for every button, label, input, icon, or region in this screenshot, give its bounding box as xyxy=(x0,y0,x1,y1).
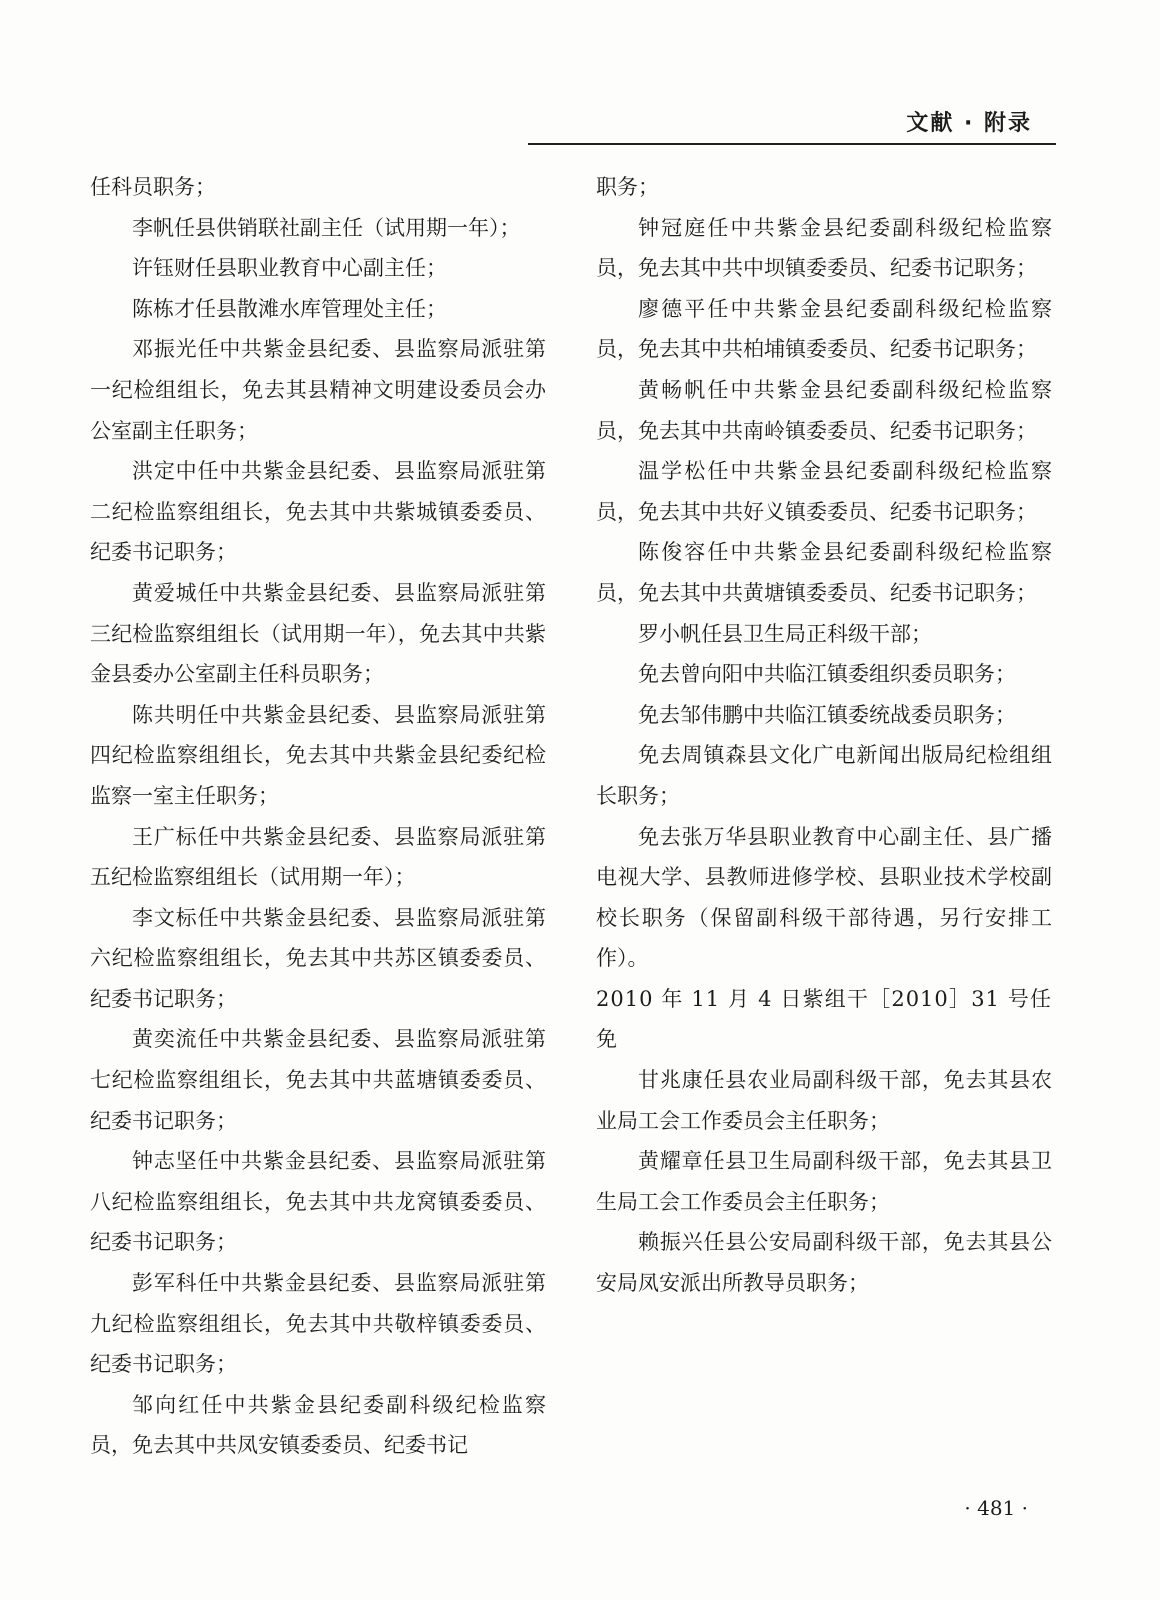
paragraph: 黄耀章任县卫生局副科级干部，免去其县卫生局工会工作委员会主任职务； xyxy=(596,1149,1052,1214)
paragraph: 陈共明任中共紫金县纪委、县监察局派驻第四纪检监察组组长，免去其中共紫金县纪委纪检监察一室主任职务； xyxy=(90,702,546,808)
paragraph: 罗小帆任县卫生局正科级干部； xyxy=(638,621,932,646)
left-text-column xyxy=(90,167,546,1466)
page-number: · 481 · xyxy=(964,1496,1028,1520)
paragraph: 黄畅帆任中共紫金县纪委副科级纪检监察员，免去其中共南岭镇委委员、纪委书记职务； xyxy=(596,377,1052,443)
paragraph: 免去周镇森县文化广电新闻出版局纪检组组长职务； xyxy=(596,743,1052,808)
paragraph: 邓振光任中共紫金县纪委、县监察局派驻第一纪检组组长，免去其县精神文明建设委员会办公室副主任职务； xyxy=(90,337,546,443)
paragraph: 温学松任中共紫金县纪委副科级纪检监察员，免去其中共好义镇委委员、纪委书记职务； xyxy=(596,459,1052,524)
paragraph: 钟冠庭任中共紫金县纪委副科级纪检监察员，免去其中共中坝镇委委员、纪委书记职务； xyxy=(596,215,1052,281)
paragraph: 陈俊容任中共紫金县纪委副科级纪检监察员，免去其中共黄塘镇委委员、纪委书记职务； xyxy=(596,540,1052,605)
paragraph: 钟志坚任中共紫金县纪委、县监察局派驻第八纪检监察组组长，免去其中共龙窝镇委委员、纪委书记职务； xyxy=(90,1149,546,1255)
paragraph: 陈栋才任县散滩水库管理处主任； xyxy=(132,296,447,321)
section-header-title: 文献 · 附录 xyxy=(906,111,1032,136)
paragraph: 黄爱城任中共紫金县纪委、县监察局派驻第三纪检监察组组长（试用期一年），免去其中共紫金县委办公室副主任科员职务； xyxy=(90,580,546,687)
paragraph: 免去曾向阳中共临江镇委组织委员职务； xyxy=(638,662,1016,687)
document-date-heading: 2010 年 11 月 4 日紫组干［2010］31 号任免 xyxy=(596,986,1052,1052)
paragraph: 职务； xyxy=(596,175,659,199)
right-text-column xyxy=(596,167,1052,1304)
paragraph: 王广标任中共紫金县纪委、县监察局派驻第五纪检监察组组长（试用期一年）； xyxy=(90,824,546,890)
paragraph: 洪定中任中共紫金县纪委、县监察局派驻第二纪检监察组组长，免去其中共紫城镇委委员、纪委书记职务； xyxy=(90,459,546,565)
paragraph: 邹向红任中共紫金县纪委副科级纪检监察员，免去其中共凤安镇委委员、纪委书记 xyxy=(90,1392,546,1458)
paragraph: 黄奕流任中共紫金县纪委、县监察局派驻第七纪检监察组组长，免去其中共蓝塘镇委委员、纪委书记职务； xyxy=(90,1027,546,1133)
paragraph: 李帆任县供销联社副主任（试用期一年）； xyxy=(132,215,521,240)
paragraph: 廖德平任中共紫金县纪委副科级纪检监察员，免去其中共柏埔镇委委员、纪委书记职务； xyxy=(596,296,1052,362)
paragraph: 免去邹伟鹏中共临江镇委统战委员职务； xyxy=(638,702,1016,727)
paragraph: 许钰财任县职业教育中心副主任； xyxy=(132,256,447,281)
paragraph: 彭军科任中共紫金县纪委、县监察局派驻第九纪检监察组组长，免去其中共敬梓镇委委员、纪委书记职务； xyxy=(90,1271,546,1377)
paragraph: 免去张万华县职业教育中心副主任、县广播电视大学、县教师进修学校、县职业技术学校副校长职务（保留副科级干部待遇，另行安排工作）。 xyxy=(596,824,1052,971)
paragraph: 甘兆康任县农业局副科级干部，免去其县农业局工会工作委员会主任职务； xyxy=(596,1068,1052,1133)
paragraph: 赖振兴任县公安局副科级干部，免去其县公安局凤安派出所教导员职务； xyxy=(596,1230,1052,1296)
paragraph: 李文标任中共紫金县纪委、县监察局派驻第六纪检监察组组长，免去其中共苏区镇委委员、纪委书记职务； xyxy=(90,905,546,1011)
paragraph: 任科员职务； xyxy=(90,175,216,199)
header-rule xyxy=(528,143,1056,145)
